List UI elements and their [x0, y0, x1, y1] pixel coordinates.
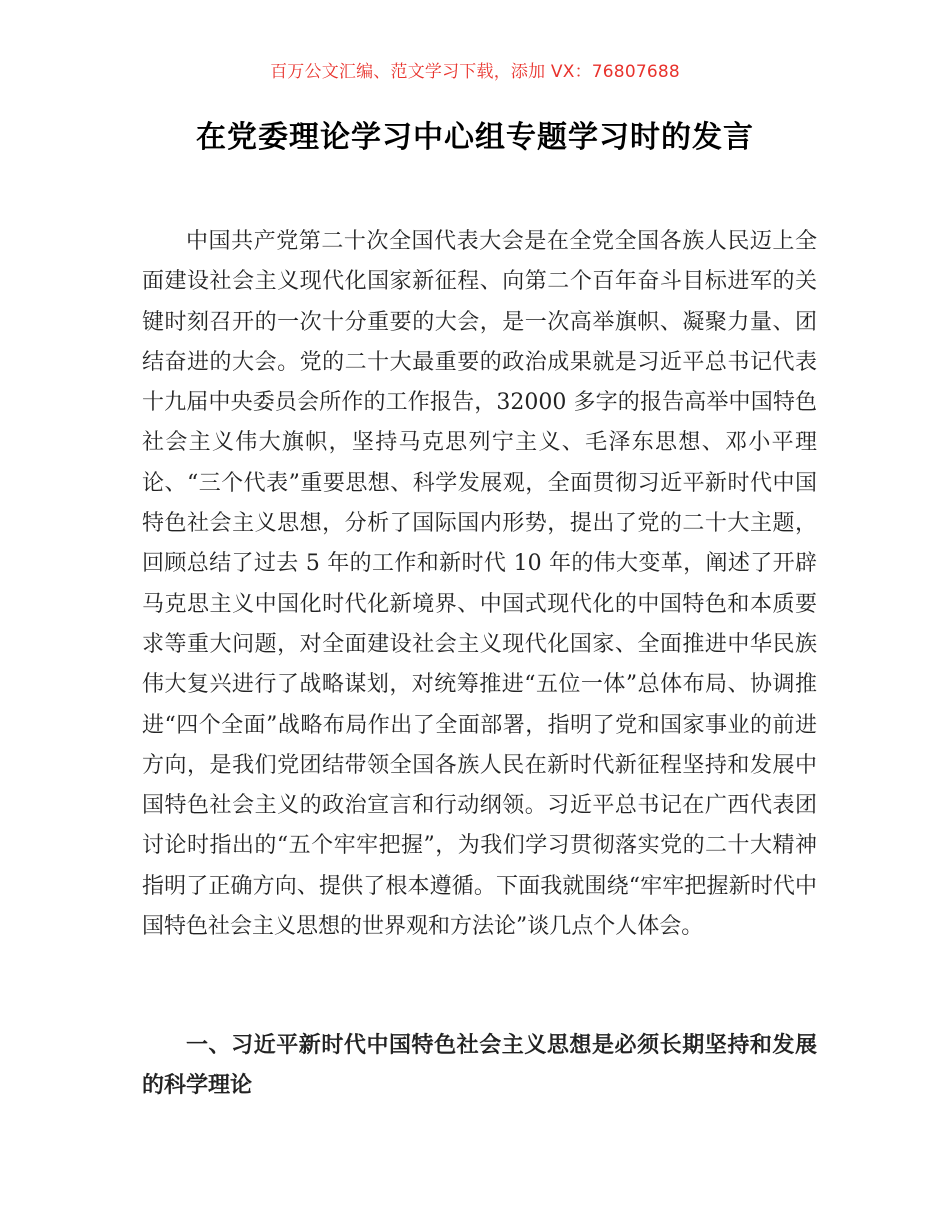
document-title: 在党委理论学习中心组专题学习时的发言: [196, 120, 754, 155]
section-heading: 一、习近平新时代中国特色社会主义思想是必须长期坚持和发展的科学理论: [142, 1033, 817, 1098]
body-paragraph: 中国共产党第二十次全国代表大会是在全党全国各族人民迈上全面建设社会主义现代化国家新征程、向第二个百年奋斗目标进军的关键时刻召开的一次十分重要的大会，是一次高举旗帜、凝聚力量、团结奋进的大会。党的二十大最重要的政治成果就是习近平总书记代表十九届中央委员会所作的工作报告，32000 多字的报告高举中国特色社会主义伟大旗帜，坚持马克思列宁主义、毛泽东思想、邓小平理论、“三个代表”重要思想、科学发展观，全面贯彻习近平新时代中国特色社会主义思想，分析了国际国内形势，提出了党的二十大主题，回顾总结了过去 5 年的工作和新时代 10 年的伟大变革，阐述了开辟马克思主义中国化时代化新境界、中国式现代化的中国特色和本质要求等重大问题，对全面建设社会主义现代化国家、全面推进中华民族伟大复兴进行了战略谋划，对统筹推进“五位一体”总体布局、协调推进“四个全面”战略布局作出了全面部署，指明了党和国家事业的前进方向，是我们党团结带领全国各族人民在新时代新征程坚持和发展中国特色社会主义的政治宣言和行动纲领。习近平总书记在广西代表团讨论时指出的“五个牢牢把握”，为我们学习贯彻落实党的二十大精神指明了正确方向、提供了根本遵循。下面我就围绕“牢牢把握新时代中国特色社会主义思想的世界观和方法论”谈几点个人体会。: [142, 229, 817, 940]
watermark-header: 百万公文汇编、范文学习下载，添加 VX：76807688: [270, 62, 680, 82]
